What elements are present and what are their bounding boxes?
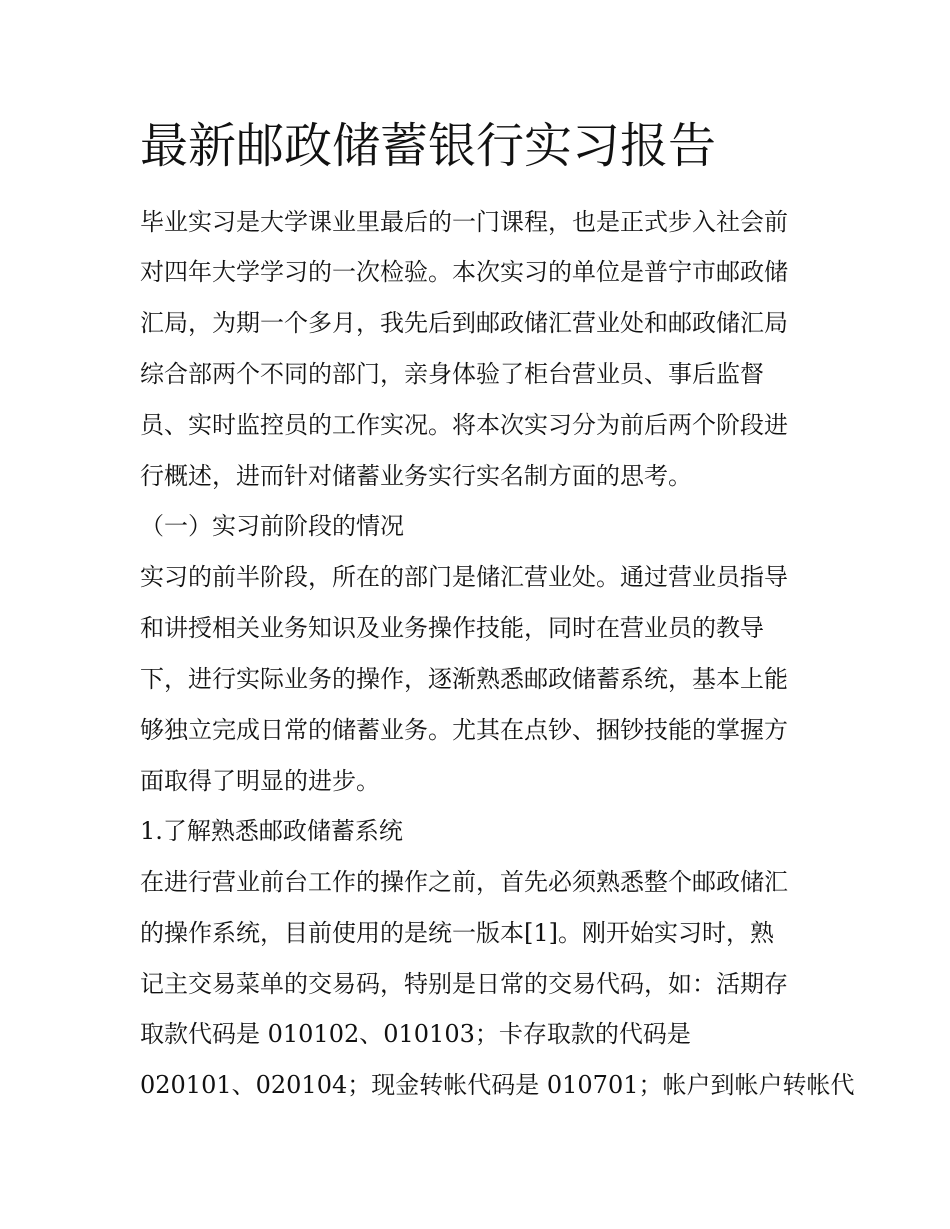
paragraph-line: 毕业实习是大学课业里最后的一门课程，也是正式步入社会前 [140, 208, 788, 236]
document-title: 最新邮政储蓄银行实习报告 [140, 118, 717, 174]
paragraph-line: 对四年大学学习的一次检验。本次实习的单位是普宁市邮政储 [140, 258, 788, 286]
paragraph-line: 020101、020104；现金转帐代码是 010701；帐户到帐户转帐代 [140, 1071, 855, 1099]
section-heading: （一）实习前阶段的情况 [140, 512, 404, 540]
paragraph-line: 的操作系统，目前使用的是统一版本[1]。刚开始实习时，熟 [140, 919, 774, 947]
paragraph-line: 在进行营业前台工作的操作之前，首先必须熟悉整个邮政储汇 [140, 868, 788, 896]
paragraph-line: 综合部两个不同的部门，亲身体验了柜台营业员、事后监督 [140, 360, 764, 388]
paragraph-line: 和讲授相关业务知识及业务操作技能，同时在营业员的教导 [140, 614, 764, 642]
paragraph-line: 取款代码是 010102、010103；卡存取款的代码是 [140, 1020, 691, 1048]
paragraph-line: 面取得了明显的进步。 [140, 767, 380, 795]
paragraph-line: 记主交易菜单的交易码，特别是日常的交易代码，如：活期存 [140, 970, 788, 998]
paragraph-line: 下，进行实际业务的操作，逐渐熟悉邮政储蓄系统，基本上能 [140, 665, 788, 693]
subsection-heading: 1.了解熟悉邮政储蓄系统 [140, 817, 403, 845]
paragraph-line: 够独立完成日常的储蓄业务。尤其在点钞、捆钞技能的掌握方 [140, 716, 788, 744]
paragraph-line: 汇局，为期一个多月，我先后到邮政储汇营业处和邮政储汇局 [140, 309, 788, 337]
paragraph-line: 员、实时监控员的工作实况。将本次实习分为前后两个阶段进 [140, 411, 788, 439]
paragraph-line: 行概述，进而针对储蓄业务实行实名制方面的思考。 [140, 462, 692, 490]
paragraph-line: 实习的前半阶段，所在的部门是储汇营业处。通过营业员指导 [140, 563, 788, 591]
